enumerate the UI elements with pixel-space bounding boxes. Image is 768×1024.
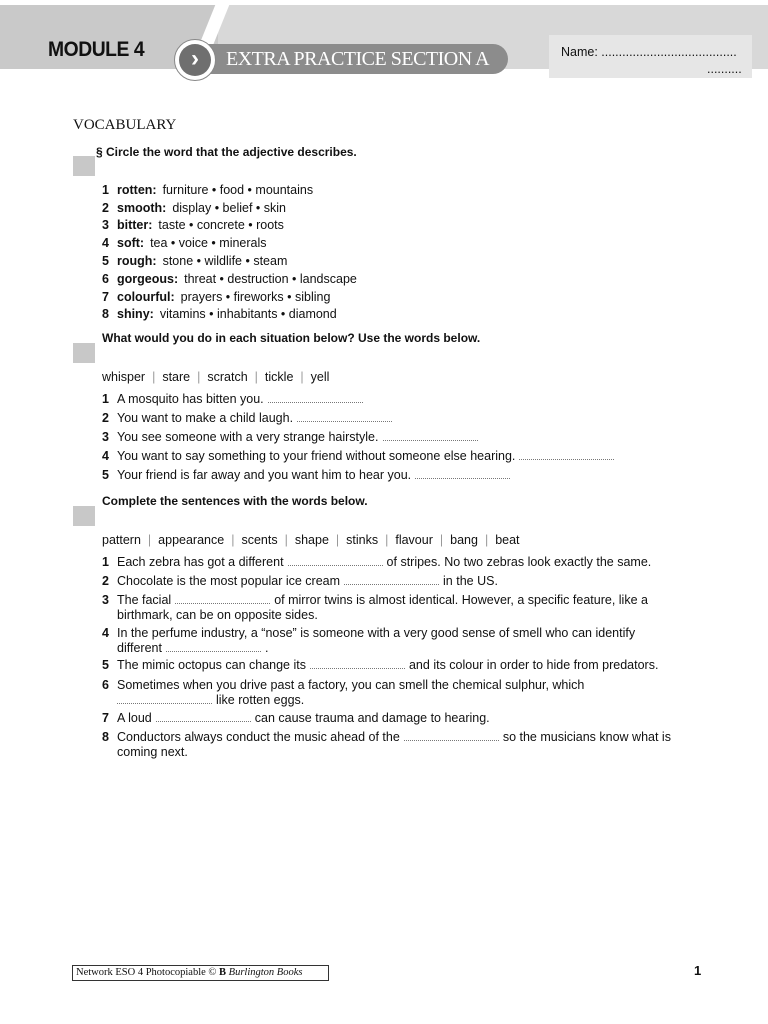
word-bank-separator: |: [335, 533, 340, 547]
item-number: 4: [102, 626, 109, 640]
list-item: [102, 411, 392, 425]
item-number: 8: [102, 307, 109, 321]
list-item: [102, 392, 363, 406]
item-text: of mirror twins is almost identical. However, a specific feature, like a: [274, 593, 648, 607]
item-number: 2: [102, 201, 109, 215]
item-text: birthmark, can be on opposite sides.: [117, 607, 318, 622]
answer-blank[interactable]: [166, 641, 261, 652]
list-item: [102, 593, 648, 622]
word-options: taste • concrete • roots: [158, 218, 284, 232]
item-number: 7: [102, 711, 109, 725]
item-number: 1: [102, 555, 109, 569]
list-item: [102, 272, 357, 286]
word-options: threat • destruction • landscape: [184, 272, 357, 286]
page-number: 1: [694, 963, 702, 978]
word-bank-separator: |: [300, 370, 304, 384]
list-item: [102, 658, 658, 673]
item-number: 6: [102, 272, 109, 286]
item-number: 5: [102, 468, 109, 482]
list-item: [102, 555, 651, 570]
word-options: tea • voice • minerals: [150, 236, 267, 250]
exercise-3-word-bank: [102, 533, 520, 547]
word-bank-separator: |: [385, 533, 389, 547]
list-item: [102, 678, 584, 707]
adjective: rough:: [117, 254, 157, 268]
answer-blank[interactable]: [288, 555, 383, 566]
word-bank-item: scents: [241, 533, 278, 547]
item-text: You want to say something to your friend without someone else hearing.: [117, 449, 516, 463]
list-item: [102, 430, 478, 444]
word-bank-separator: |: [152, 370, 156, 384]
word-bank-separator: |: [147, 533, 152, 547]
word-bank-item: flavour: [395, 533, 433, 547]
adjective: gorgeous:: [117, 272, 179, 286]
answer-blank[interactable]: [310, 658, 405, 669]
item-text: different: [117, 640, 162, 655]
list-item: [102, 236, 267, 250]
exercise-3-instruction: Complete the sentences with the words below.: [102, 494, 368, 508]
answer-blank[interactable]: [519, 449, 614, 460]
word-options: display • belief • skin: [172, 201, 286, 215]
word-bank-item: bang: [450, 533, 478, 547]
item-text: can cause trauma and damage to hearing.: [254, 711, 490, 725]
word-bank-item: whisper: [102, 370, 146, 384]
word-bank-separator: |: [197, 370, 201, 384]
item-number: 3: [102, 593, 109, 607]
word-bank-item: pattern: [102, 533, 141, 547]
exercise-1-instruction: § Circle the word that the adjective describes.: [96, 145, 357, 159]
item-text: Sometimes when you drive past a factory, you can smell the chemical sulphur, which: [117, 678, 585, 692]
exercise-score-box: [73, 156, 95, 176]
item-number: 4: [102, 236, 109, 250]
word-bank-item: shape: [294, 533, 329, 547]
adjective: colourful:: [117, 290, 175, 304]
item-text: Chocolate is the most popular ice cream: [117, 574, 341, 588]
word-bank-separator: |: [284, 533, 288, 547]
word-bank-separator: |: [439, 533, 444, 547]
answer-blank[interactable]: [156, 711, 251, 722]
name-field-label: Name: .......................................: [561, 45, 737, 59]
exercise-score-box: [73, 506, 95, 526]
item-text: coming next.: [117, 744, 188, 759]
word-bank-item: stare: [162, 370, 191, 384]
exercise-2-instruction: What would you do in each situation below? Use the words below.: [102, 331, 481, 345]
adjective: rotten:: [117, 183, 157, 197]
item-number: 7: [102, 290, 109, 304]
vocabulary-heading: VOCABULARY: [73, 117, 177, 133]
footer-copyright: Network ESO 4 Photocopiable ©: [76, 967, 220, 978]
word-bank-separator: |: [231, 533, 235, 547]
item-number: 3: [102, 430, 109, 444]
item-text: The mimic octopus can change its: [117, 658, 306, 672]
item-text: like rotten eggs.: [216, 692, 305, 707]
exercise-2-word-bank: [102, 370, 329, 384]
item-text: A loud: [117, 711, 152, 725]
list-item: [102, 290, 330, 304]
word-bank-item: tickle: [264, 370, 294, 384]
item-number: 5: [102, 254, 109, 268]
word-options: stone • wildlife • steam: [162, 254, 288, 268]
list-item: [102, 254, 287, 268]
item-text: and its colour in order to hide from predators.: [408, 658, 659, 672]
item-text: The facial: [117, 593, 172, 607]
chevron-right-icon: ›: [174, 39, 216, 81]
item-text: A mosquito has bitten you.: [117, 392, 264, 406]
list-item: [102, 183, 313, 197]
item-text: .: [264, 640, 269, 655]
item-text: You want to make a child laugh.: [117, 411, 294, 425]
word-options: furniture • food • mountains: [162, 183, 314, 197]
answer-blank[interactable]: [383, 430, 478, 441]
item-text: in the US.: [443, 574, 498, 588]
word-bank-item: scratch: [207, 370, 248, 384]
item-number: 3: [102, 218, 109, 232]
item-continuation: [102, 608, 648, 623]
word-bank-item: yell: [310, 370, 330, 384]
footer-publisher: Burlington Books: [228, 967, 303, 978]
answer-blank[interactable]: [297, 411, 392, 422]
answer-blank[interactable]: [175, 593, 270, 604]
item-number: 1: [102, 392, 109, 406]
item-text: of stripes. No two zebras look exactly the same.: [386, 555, 652, 569]
word-options: prayers • fireworks • sibling: [180, 290, 331, 304]
list-item: [102, 574, 498, 589]
item-text: In the perfume industry, a “nose” is someone with a very good sense of smell who can identify: [117, 626, 636, 640]
answer-blank[interactable]: [117, 693, 212, 704]
name-field-continuation: ..........: [707, 62, 742, 76]
list-item: [102, 449, 614, 463]
list-item: [102, 711, 490, 726]
item-number: 6: [102, 678, 109, 692]
item-text: Each zebra has got a different: [117, 555, 284, 569]
item-number: 5: [102, 658, 109, 672]
list-item: [102, 468, 510, 482]
adjective: smooth:: [117, 201, 167, 215]
exercise-score-box: [73, 343, 95, 363]
adjective: bitter:: [117, 218, 153, 232]
word-bank-separator: |: [254, 370, 258, 384]
item-text: Your friend is far away and you want him to hear you.: [117, 468, 412, 482]
word-options: vitamins • inhabitants • diamond: [159, 307, 337, 321]
item-number: 2: [102, 411, 109, 425]
list-item: [102, 201, 286, 215]
burlington-logo: B: [219, 967, 227, 978]
footer-credit: [72, 965, 329, 981]
answer-blank[interactable]: [268, 392, 363, 403]
list-item: [102, 307, 337, 321]
list-item: [102, 218, 284, 232]
item-number: 4: [102, 449, 109, 463]
item-continuation: [102, 693, 584, 708]
item-number: 1: [102, 183, 109, 197]
word-bank-item: beat: [495, 533, 520, 547]
item-continuation: [102, 745, 671, 760]
adjective: shiny:: [117, 307, 154, 321]
item-continuation: [102, 641, 635, 656]
answer-blank[interactable]: [415, 468, 510, 479]
module-title: MODULE 4: [48, 38, 145, 61]
item-number: 2: [102, 574, 109, 588]
list-item: [102, 626, 635, 655]
item-text: You see someone with a very strange hairstyle.: [117, 430, 379, 444]
item-text: so the musicians know what is: [502, 730, 671, 744]
word-bank-item: appearance: [158, 533, 225, 547]
item-text: Conductors always conduct the music ahead of the: [117, 730, 400, 744]
word-bank-separator: |: [484, 533, 489, 547]
item-number: 8: [102, 730, 109, 744]
answer-blank[interactable]: [404, 730, 499, 741]
adjective: soft:: [117, 236, 145, 250]
word-bank-item: stinks: [346, 533, 379, 547]
section-title: EXTRA PRACTICE SECTION A: [226, 48, 490, 70]
answer-blank[interactable]: [344, 574, 439, 585]
list-item: [102, 730, 671, 759]
